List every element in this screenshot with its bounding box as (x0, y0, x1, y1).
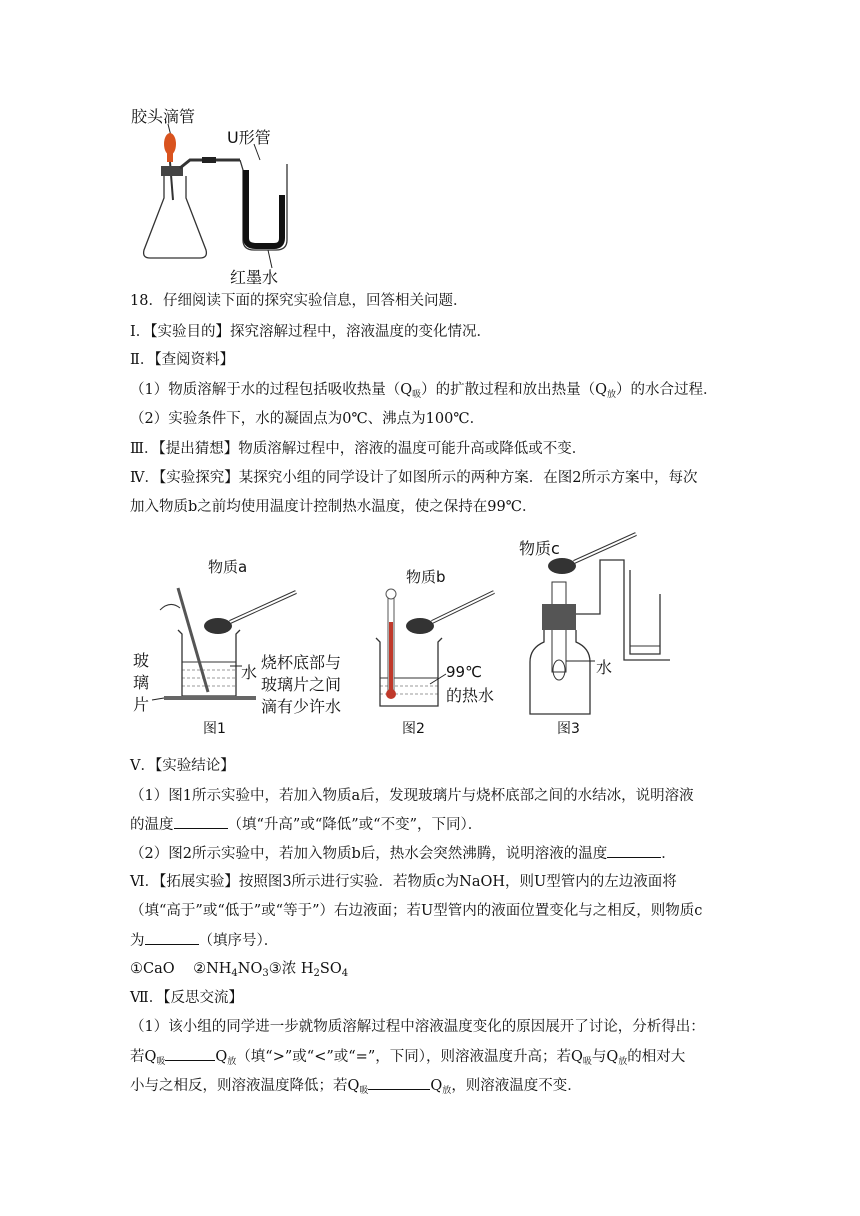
q18-conclusion-1-line2: 的温度 （填“升高”或“降低”或“不变”，下同）． (130, 814, 482, 835)
fig2-caption: 图2 (402, 721, 425, 737)
water-label-fig1: 水 (241, 663, 258, 682)
answer-blank-1[interactable] (174, 814, 228, 829)
fig2-beaker (376, 589, 494, 706)
fig3-apparatus (530, 534, 670, 714)
dropper-label: 胶头滴管 (131, 107, 196, 126)
fig1-note-line3: 滴有少许水 (261, 697, 342, 716)
u-tube-label: U形管 (227, 128, 271, 147)
fig1-beaker (152, 588, 296, 700)
q18-reference-2: （2）实验条件下，水的凝固点为0℃、沸点为100℃． (130, 411, 485, 427)
q18-conclusion-2: （2）图2所示实验中，若加入物质b后，热水会突然沸腾，说明溶液的温度 ． (130, 843, 676, 864)
q18-intro: 18．仔细阅读下面的探究实验信息，回答相关问题． (130, 293, 468, 309)
q18-extension-line2: （填“高于”或“低于”或“等于”）右边液面；若U型管内的液面位置变化与之相反，则物质c (130, 903, 703, 919)
fig1-note-line1: 烧杯底部与 (261, 653, 342, 672)
substance-c-label: 物质c (519, 539, 560, 558)
q18-reflection-heading: Ⅶ．【反思交流】 (130, 990, 243, 1006)
q18-hypothesis: Ⅲ．【提出猜想】物质溶解过程中，溶液的温度可能升高或降低或不变． (130, 441, 587, 457)
water-label-fig3: 水 (596, 658, 613, 677)
q18-reflection-3: 小与之相反，则溶液温度降低；若$Q_吸$ $Q_放$，则溶液温度不变． (130, 1075, 582, 1101)
answer-blank-4[interactable] (165, 1046, 215, 1061)
fig3-caption: 图3 (557, 721, 580, 737)
q18-exploration-line1: Ⅳ．【实验探究】某探究小组的同学设计了如图所示的两种方案．在图2所示方案中，每次 (130, 470, 698, 486)
answer-blank-3[interactable] (145, 930, 199, 945)
ink-label: 红墨水 (230, 268, 279, 287)
q18-extension-line1: Ⅵ．【拓展实验】按照图3所示进行实验．若物质c为NaOH，则U型管内的左边液面将 (130, 874, 677, 890)
hot-water-temp-label: 99℃ (446, 663, 482, 681)
glass-label-2: 璃 (133, 673, 150, 692)
q18-reference-1: （1）物质溶解于水的过程包括吸收热量$(Q_吸)$的扩散过程和放出热量$(Q_放)$的水合过程． (130, 382, 718, 400)
q18-conclusion-1-line1: （1）图1所示实验中，若加入物质a后，发现玻璃片与烧杯底部之间的水结冰，说明溶液 (130, 788, 694, 804)
substance-a-label: 物质a (208, 558, 248, 576)
q18-purpose: Ⅰ．【实验目的】探究溶解过程中，溶液温度的变化情况． (130, 324, 491, 340)
q18-reflection-2: 若$Q_吸$ $Q_放$（填“>”或“<”或“=”，下同），则溶液温度升高；若$Q_吸$与$Q_放$的相对大 (130, 1046, 685, 1072)
apparatus-figure-top (130, 100, 310, 280)
q18-extension-line3: 为 （填序号）． (130, 930, 278, 951)
q18-options: ①CaO $②NH_4NO_3③$浓 $H_2SO_4$ (130, 961, 349, 979)
q18-references-heading: Ⅱ．【查阅资料】 (130, 352, 235, 368)
glass-label-3: 片 (133, 695, 150, 714)
answer-blank-2[interactable] (607, 843, 661, 858)
answer-blank-5[interactable] (368, 1075, 430, 1090)
q18-exploration-line2: 加入物质b之前均使用温度计控制热水温度，使之保持在99℃． (130, 499, 537, 515)
fig1-note-line2: 玻璃片之间 (261, 675, 342, 694)
fig1-caption: 图1 (203, 721, 226, 737)
glass-label-1: 玻 (133, 651, 150, 670)
hot-water-label: 的热水 (446, 686, 495, 705)
substance-b-label: 物质b (406, 568, 446, 586)
experiment-figures (130, 530, 670, 740)
q18-reflection-1: （1）该小组的同学进一步就物质溶解过程中溶液温度变化的原因展开了讨论，分析得出： (130, 1019, 705, 1035)
q18-conclusion-heading: Ⅴ．【实验结论】 (130, 758, 235, 774)
